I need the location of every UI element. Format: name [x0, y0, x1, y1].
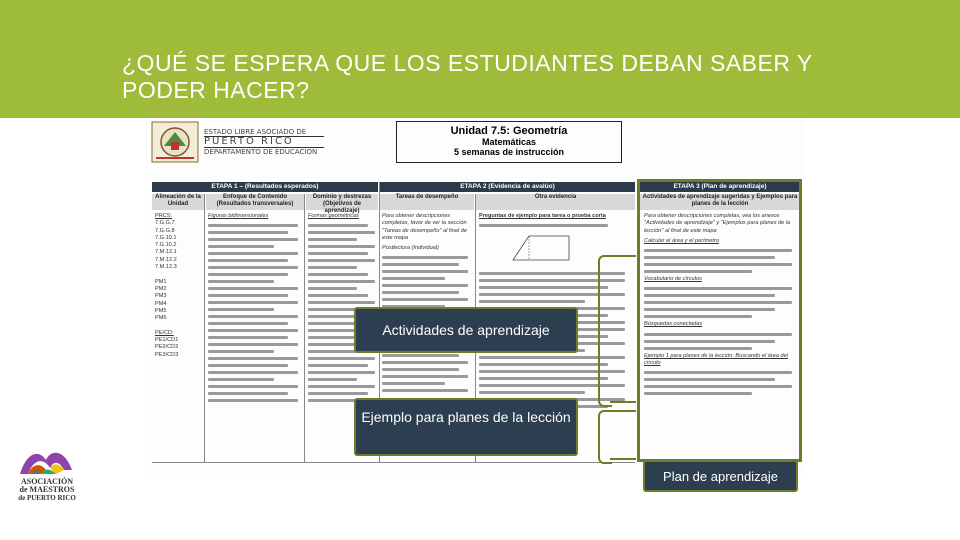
alignment-code: 7.G.10.2: [155, 242, 177, 249]
alignment-code: 7.M.12.1: [155, 249, 177, 256]
unit-title: Unidad 7.5: Geometría: [450, 125, 568, 137]
alignment-code: 7.M.12.3: [155, 264, 177, 271]
col-tareas: Tareas de desempeño: [380, 194, 474, 210]
alignment-code: PM6: [155, 315, 167, 322]
alignment-code: 7.G.G.7: [155, 220, 175, 227]
bracket-tick: [610, 401, 636, 403]
stage1-header: ETAPA 1 – (Resultados esperados): [152, 182, 378, 192]
alignment-code: [155, 271, 203, 278]
alignment-code: PE/CD:: [155, 329, 174, 336]
alignment-code: 7.G.10.1: [155, 234, 177, 241]
callout-ejemplo: Ejemplo para planes de la lección: [354, 398, 578, 456]
etapa3-sub2: Vocabulario de círculos: [644, 276, 702, 283]
tareas-heading: Para obtener descripciones completas, favor de ver la sección "Tareas de desempeño" al final de este mapa: [382, 213, 467, 241]
dominio-heading: Formas geométricas: [308, 213, 359, 219]
unit-subject: Matemáticas: [481, 137, 537, 147]
unit-duration: 5 semanas de instrucción: [453, 147, 565, 157]
alineacion-codes: [155, 213, 203, 458]
alignment-code: PM3: [155, 293, 167, 300]
alignment-code: 7.M.12.2: [155, 256, 177, 263]
alignment-code: PE2/CD2: [155, 344, 179, 351]
ejemplo-bracket: [598, 410, 612, 464]
alignment-code: PM4: [155, 300, 167, 307]
col-otra: Otra evidencia: [476, 194, 635, 210]
unit-title-box: [396, 121, 622, 163]
bracket-tick: [610, 410, 636, 412]
alignment-code: PM5: [155, 307, 167, 314]
etapa3-sub4: Ejemplo 1 para planes de la lección: Buscando el área del círculo: [644, 352, 788, 367]
bracket-tick: [610, 255, 636, 257]
trapezoid-figure-icon: [499, 230, 599, 264]
slide-title: ¿QUÉ SE ESPERA QUE LOS ESTUDIANTES DEBAN SABER Y PODER HACER?: [122, 50, 813, 103]
enfoque-heading: Figuras bidimensionales: [208, 213, 269, 219]
etapa3-sub1: Calcular el área y el perímetro: [644, 237, 719, 244]
col-alineacion: Alineación de la Unidad: [152, 194, 204, 210]
callout-plan: Plan de aprendizaje: [643, 460, 798, 492]
tareas-subheading: Postlectura (Individual): [382, 245, 439, 252]
agency-name: [204, 128, 324, 156]
agency-line3: DEPARTAMENTO DE EDUCACIÓN: [204, 148, 318, 156]
agency-line1: ESTADO LIBRE ASOCIADO DE: [204, 128, 307, 136]
alignment-code: PRCS:: [155, 213, 173, 219]
stage3-highlight-frame: [637, 179, 802, 462]
puerto-rico-seal-icon: [150, 120, 200, 164]
grid-divider: [152, 462, 635, 463]
logo-line2: de MAESTROS: [19, 485, 75, 494]
bracket-tick: [610, 458, 636, 460]
callout-actividades: Actividades de aprendizaje: [354, 307, 578, 353]
stage2-header: ETAPA 2 (Evidencia de avalúo): [380, 182, 635, 192]
alignment-code: [155, 322, 203, 329]
col-actividades: Actividades de aprendizaje sugeridas y Ejemplos para planes de la lección: [640, 194, 800, 210]
etapa3-sub3: Búsquedas conectadas: [644, 321, 703, 328]
grid-divider: [304, 194, 305, 462]
etapa3-intro: Para obtener descripciones completas, vea los anexos "Actividades de aprendizaje" y "Ejemplos para planes de la lección" al final de este mapa: [644, 213, 791, 234]
alignment-code: PM1: [155, 278, 167, 285]
alignment-code: PE1/CD1: [155, 337, 179, 344]
logo-line1: ASOCIACIÓN: [20, 477, 73, 486]
codes-list: [155, 213, 203, 359]
agency-line2: PUERTO RICO: [204, 136, 324, 148]
alignment-code: PE3/CD3: [155, 351, 179, 358]
stage3-header: ETAPA 3 (Plan de aprendizaje): [640, 182, 800, 192]
otra-heading: Preguntas de ejemplo para tarea o prueba corta: [479, 213, 606, 219]
col-enfoque: Enfoque de Contenido (Resultados transversales): [206, 194, 304, 210]
alignment-code: PM2: [155, 285, 167, 292]
alignment-code: 7.G.G.8: [155, 227, 175, 234]
col-dominio: Dominio y destrezas (Objetivos de aprendizaje): [306, 194, 378, 210]
actividades-bracket: [598, 255, 612, 407]
grid-divider: [204, 194, 205, 462]
enfoque-column: [208, 213, 302, 458]
logo-text: [12, 478, 82, 502]
logo-line3: de PUERTO RICO: [18, 494, 76, 502]
